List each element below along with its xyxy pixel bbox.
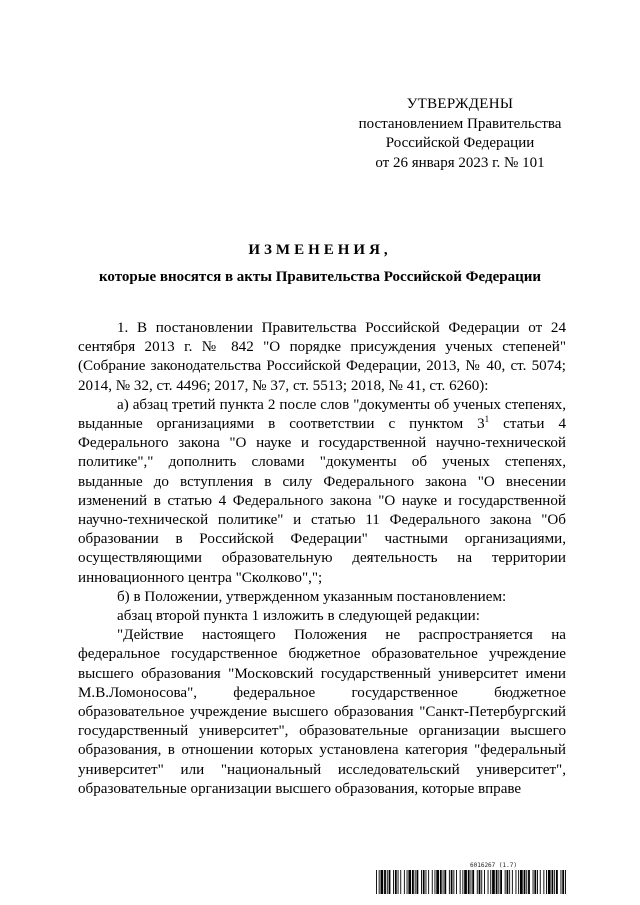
approval-line-3: от 26 января 2023 г. № 101: [375, 154, 545, 171]
paragraph-2: [78, 396, 566, 588]
paragraph-2-part-2: статьи 4 Федерального закона "О науке и государственной научно-технической политике"," дополнить словами "документы об ученых степенях, выданные до вступления в силу Федерального закона "О внесении изменений в статью 4 Федерального закона "О науке и государственной научно-технической политике" и статью 11 Федерального закона "Об образовании в Российской Федерации" частными организациями, осуществляющими образовательную деятельность на территории инновационного центра "Сколково",";: [78, 416, 566, 586]
paragraph-3: б) в Положении, утвержденном указанным постановлением:: [117, 588, 507, 605]
document-body: [78, 319, 566, 799]
paragraph-4: абзац второй пункта 1 изложить в следующей редакции:: [117, 608, 480, 625]
document-code: 6016267 (1.7): [470, 862, 517, 869]
approval-line-1: постановлением Правительства: [358, 115, 562, 132]
paragraph-2-part-1: а) абзац третий пункта 2 после слов "документы об ученых степенях, выданные организациями в соответствии с пунктом 3: [78, 396, 566, 433]
barcode-icon: [376, 870, 566, 894]
approval-heading: УТВЕРЖДЕНЫ: [406, 96, 514, 112]
paragraph-1: 1. В постановлении Правительства Российской Федерации от 24 сентября 2013 г. № 842 "О порядке присуждения ученых степеней" (Собрание законодательства Российской Федерации, 2013, № 40, ст. 5074; 2014, № 32, ст. 4496; 2017, № 37, ст. 5513; 2018, № 41, ст. 6260):: [78, 320, 566, 394]
document-subtitle: которые вносятся в акты Правительства Российской Федерации: [98, 269, 542, 285]
document-title: ИЗМЕНЕНИЯ,: [248, 242, 392, 258]
paragraph-5: "Действие настоящего Положения не распространяется на федеральное государственное бюджетное образовательное учреждение высшего образования "Московский государственный университет имени М.В.Ломоносова", федеральное государственное бюджетное образовательное учреждение высшего образования "Санкт-Петербургский государственный университет", образовательные организации высшего образования, в отношении которых установлена категория "федеральный университет" или "национальный исследовательский университет", образовательные организации высшего образования, которые вправе: [78, 627, 566, 797]
approval-line-2: Российской Федерации: [385, 135, 535, 151]
superscript-footnote: 1: [484, 413, 490, 424]
approval-stamp: [345, 95, 575, 173]
